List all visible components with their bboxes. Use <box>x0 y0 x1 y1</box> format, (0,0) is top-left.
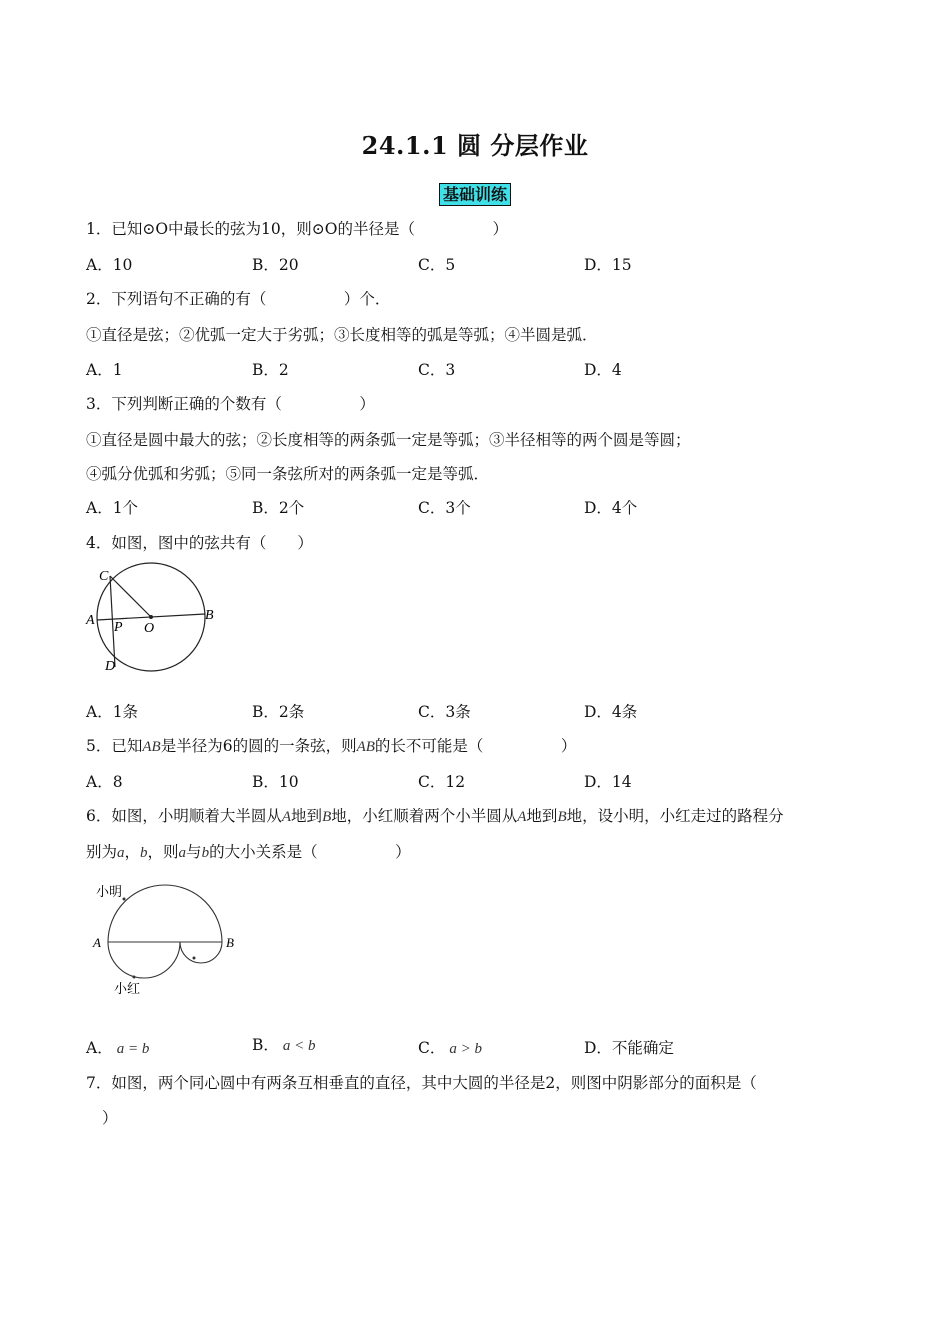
q4-label-d: D <box>105 659 116 674</box>
q2-option-d: D．4 <box>584 361 622 379</box>
q4-label-c: C <box>99 569 109 584</box>
q6-option-c: C． a > b <box>418 1039 482 1057</box>
q4-radius-co <box>110 576 151 617</box>
question-3-stem: 3．下列判断正确的个数有（ ） <box>86 395 375 413</box>
q4-label-p: P <box>114 620 123 635</box>
q4-option-d: D．4条 <box>584 703 638 721</box>
q2-option-a: A．1 <box>86 361 123 379</box>
q2-option-c: C．3 <box>418 361 456 379</box>
q6-option-b: B． a < b <box>252 1036 316 1054</box>
q3-option-d: D．4个 <box>584 499 638 517</box>
page-title: 24.1.1 圆 分层作业 <box>361 131 589 160</box>
q5-option-b: B．10 <box>252 773 299 791</box>
q6-option-a: A． a = b <box>86 1039 150 1057</box>
q1-option-c: C．5 <box>418 256 456 274</box>
q6-label-a: A <box>93 935 101 950</box>
question-7-stem-end: ） <box>102 1109 118 1127</box>
q3-option-a: A．1个 <box>86 499 139 517</box>
question-2-stem: 2．下列语句不正确的有（ ）个． <box>86 290 391 308</box>
question-4-stem: 4．如图，图中的弦共有（ ） <box>86 534 313 552</box>
q6-option-c-math: a > b <box>449 1041 482 1057</box>
question-5-stem: 5．已知AB是半径为6的圆的一条弦，则AB的长不可能是（ ） <box>86 737 577 755</box>
question-3-detail-1: ①直径是圆中最大的弦；②长度相等的两条弧一定是等弧；③半径相等的两个圆是等圆； <box>86 431 691 449</box>
q1-option-d: D．15 <box>584 256 632 274</box>
q5-option-c: C．12 <box>418 773 466 791</box>
question-1-stem: 1．已知⊙O中最长的弦为10，则⊙O的半径是（ ） <box>86 220 508 238</box>
q4-label-o: O <box>144 621 155 636</box>
q4-center-dot <box>149 615 153 619</box>
question-6-line-2: 别为a，b，则a与b的大小关系是（ ） <box>86 843 411 861</box>
q6-label-xiaohong: 小红 <box>114 981 141 996</box>
q3-option-c: C．3个 <box>418 499 471 517</box>
q3-option-b: B．2个 <box>252 499 305 517</box>
question-2-detail: ①直径是弦；②优弧一定大于劣弧；③长度相等的弧是等弧；④半圆是弧． <box>86 326 598 344</box>
q4-option-c: C．3条 <box>418 703 471 721</box>
q6-large-semicircle <box>108 885 222 942</box>
q5-math-ab: AB <box>142 739 161 755</box>
q6-option-a-math: a = b <box>116 1041 150 1057</box>
section-label: 基础训练 <box>439 183 511 206</box>
q6-option-b-math: a < b <box>282 1038 316 1054</box>
question-7-stem: 7．如图，两个同心圆中有两条互相垂直的直径，其中大圆的半径是2，则图中阴影部分的面积是（ <box>86 1074 757 1092</box>
question-6-line-1: 6．如图，小明顺着大半圆从A地到B地，小红顺着两个小半圆从A地到B地，设小明，小红走过的路程分 <box>86 807 784 825</box>
section-tag <box>0 182 950 205</box>
q5-option-a: A．8 <box>86 773 123 791</box>
q4-circle-figure <box>84 560 224 680</box>
q6-small-semicircle-1 <box>108 942 180 978</box>
q6-label-xiaoming: 小明 <box>96 884 123 899</box>
q4-option-a: A．1条 <box>86 703 139 721</box>
q2-option-b: B．2 <box>252 361 289 379</box>
q4-label-b: B <box>205 608 214 623</box>
q4-label-a: A <box>86 613 95 628</box>
q4-option-b: B．2条 <box>252 703 305 721</box>
q5-option-d: D．14 <box>584 773 632 791</box>
question-3-detail-2: ④弧分优弧和劣弧；⑤同一条弦所对的两条弧一定是等弧． <box>86 465 490 483</box>
q5-math-ab-2: AB <box>356 739 375 755</box>
q6-semicircle-figure <box>90 876 250 1001</box>
q6-label-b: B <box>226 935 234 950</box>
q1-option-b: B．20 <box>252 256 299 274</box>
q6-option-d: D．不能确定 <box>584 1039 674 1057</box>
q1-option-a: A．10 <box>86 256 133 274</box>
q6-small-semicircle-2 <box>180 942 222 963</box>
